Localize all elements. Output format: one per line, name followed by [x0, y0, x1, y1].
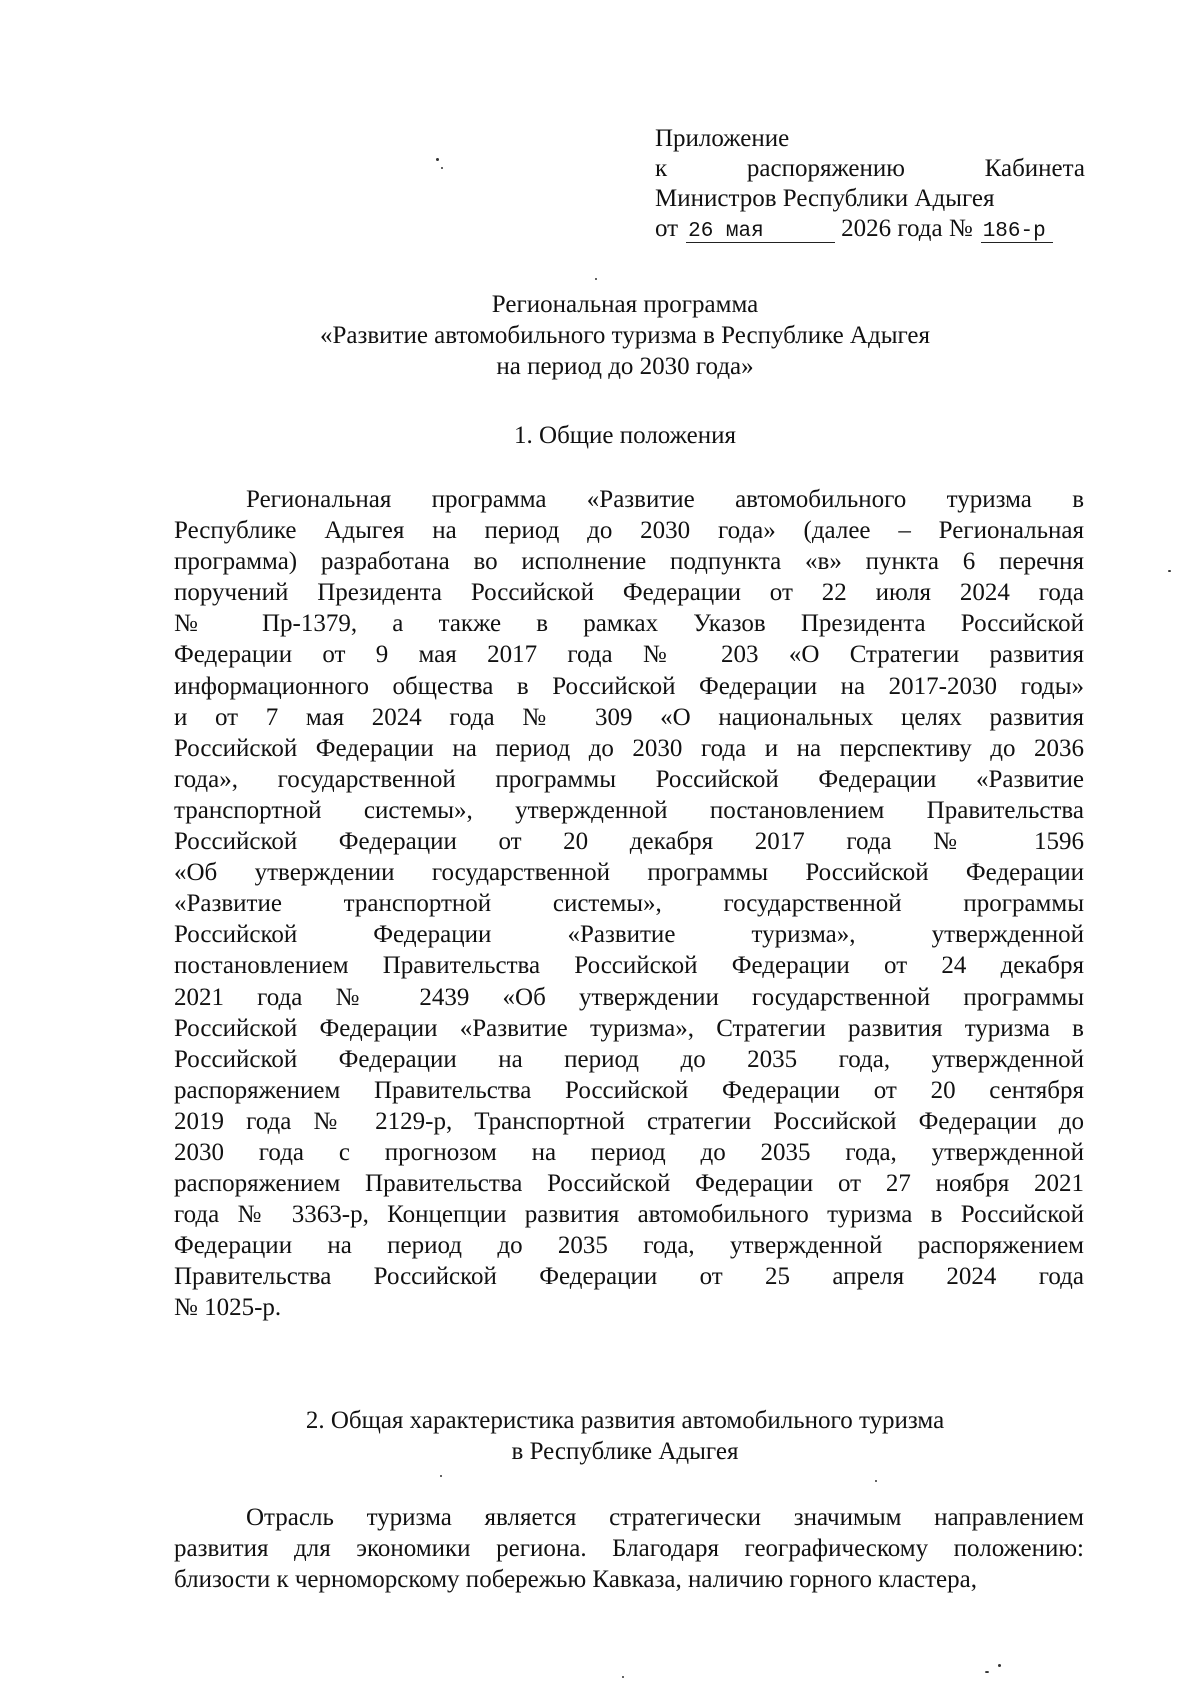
- paragraph-line: Республике Адыгея на период до 2030 года» (далее – Региональная: [174, 517, 1084, 545]
- scan-speck: [441, 167, 443, 169]
- paragraph-line: программа) разработана во исполнение подпункта «в» пункта 6 перечня: [174, 548, 1084, 576]
- paragraph-line: года № 3363-р, Концепции развития автомобильного туризма в Российской: [174, 1201, 1084, 1229]
- appendix-ministers: Министров Республики Адыгея: [655, 185, 995, 212]
- appendix-block: [655, 124, 1085, 244]
- date-prefix: от: [655, 215, 679, 242]
- date-value: 26 мая: [686, 222, 835, 243]
- paragraph-line: № Пр-1379, а также в рамках Указов Президента Российской: [174, 610, 1084, 638]
- paragraph-line: Правительства Российской Федерации от 25 апреля 2024 года: [174, 1263, 1084, 1291]
- paragraph-line: «Развитие транспортной системы», государственной программы: [174, 890, 1084, 918]
- paragraph-line: Региональная программа «Развитие автомобильного туризма в: [246, 486, 1084, 513]
- paragraph-line: Российской Федерации «Развитие туризма», утвержденной: [174, 921, 1084, 949]
- scan-speck: [595, 278, 597, 280]
- program-title-line: «Развитие автомобильного туризма в Республике Адыгея: [319, 322, 931, 349]
- section-2-heading: [170, 1405, 1080, 1467]
- paragraph-line: года», государственной программы Российской Федерации «Развитие: [174, 765, 1084, 793]
- paragraph-line: Федерации от 9 мая 2017 года № 203 «О Стратегии развития: [174, 641, 1084, 669]
- paragraph-line: близости к черноморскому побережью Кавказа, наличию горного кластера,: [174, 1566, 977, 1594]
- paragraph-line: информационного общества в Российской Федерации на 2017-2030 годы»: [174, 672, 1084, 700]
- order-number: 186-р: [981, 222, 1053, 243]
- scan-speck: [622, 1676, 624, 1678]
- paragraph-line: развития для экономики региона. Благодаря географическому положению:: [174, 1535, 1084, 1563]
- paragraph-line: Федерации на период до 2035 года, утвержденной распоряжением: [174, 1232, 1084, 1260]
- section-heading-text: в Республике Адыгея: [511, 1438, 739, 1465]
- program-title: [170, 289, 1080, 382]
- paragraph-line: Российской Федерации на период до 2030 года и на перспективу до 2036: [174, 734, 1084, 762]
- scan-speck: [985, 1671, 989, 1673]
- section-2-paragraph: [174, 1502, 1084, 1595]
- paragraph-line: Отрасль туризма является стратегически значимым направлением: [246, 1504, 1084, 1531]
- scan-speck: [1168, 570, 1171, 572]
- paragraph-line: «Об утверждении государственной программы Российской Федерации: [174, 859, 1084, 887]
- paragraph-line: Российской Федерации «Развитие туризма», Стратегии развития туризма в: [174, 1014, 1084, 1042]
- appendix-cabinet: Кабинета: [984, 155, 1085, 182]
- section-heading-text: 1. Общие положения: [514, 422, 736, 449]
- appendix-title: Приложение: [655, 125, 790, 152]
- scan-speck: [998, 1664, 1001, 1667]
- section-1-heading: [170, 420, 1080, 451]
- paragraph-line: 2019 года № 2129-р, Транспортной стратегии Российской Федерации до: [174, 1107, 1084, 1135]
- paragraph-line: 2021 года № 2439 «Об утверждении государственной программы: [174, 983, 1084, 1011]
- scan-speck: [875, 1480, 877, 1482]
- scan-speck: [440, 1475, 442, 1477]
- paragraph-line: и от 7 мая 2024 года № 309 «О национальных целях развития: [174, 703, 1084, 731]
- appendix-order: распоряжению: [746, 155, 905, 182]
- paragraph-line: Российской Федерации от 20 декабря 2017 года № 1596: [174, 828, 1084, 856]
- appendix-order-line: [655, 154, 1085, 184]
- paragraph-line: транспортной системы», утвержденной постановлением Правительства: [174, 796, 1084, 824]
- paragraph-line: Российской Федерации на период до 2035 года, утвержденной: [174, 1045, 1084, 1073]
- program-title-line: на период до 2030 года»: [496, 353, 754, 380]
- paragraph-line: 2030 года с прогнозом на период до 2035 года, утвержденной: [174, 1138, 1084, 1166]
- paragraph-line: постановлением Правительства Российской Федерации от 24 декабря: [174, 952, 1084, 980]
- paragraph-line: распоряжением Правительства Российской Федерации от 27 ноября 2021: [174, 1170, 1084, 1198]
- appendix-to: к: [655, 155, 668, 182]
- year-text: 2026 года №: [841, 215, 973, 242]
- paragraph-line: № 1025-р.: [174, 1294, 282, 1322]
- scan-speck: [436, 158, 439, 161]
- section-heading-text: 2. Общая характеристика развития автомобильного туризма: [305, 1407, 945, 1434]
- program-title-line: Региональная программа: [491, 291, 759, 318]
- section-1-paragraph: [174, 484, 1084, 1324]
- paragraph-line: поручений Президента Российской Федерации от 22 июля 2024 года: [174, 579, 1084, 607]
- appendix-date-line: [655, 214, 1085, 244]
- paragraph-line: распоряжением Правительства Российской Федерации от 20 сентября: [174, 1076, 1084, 1104]
